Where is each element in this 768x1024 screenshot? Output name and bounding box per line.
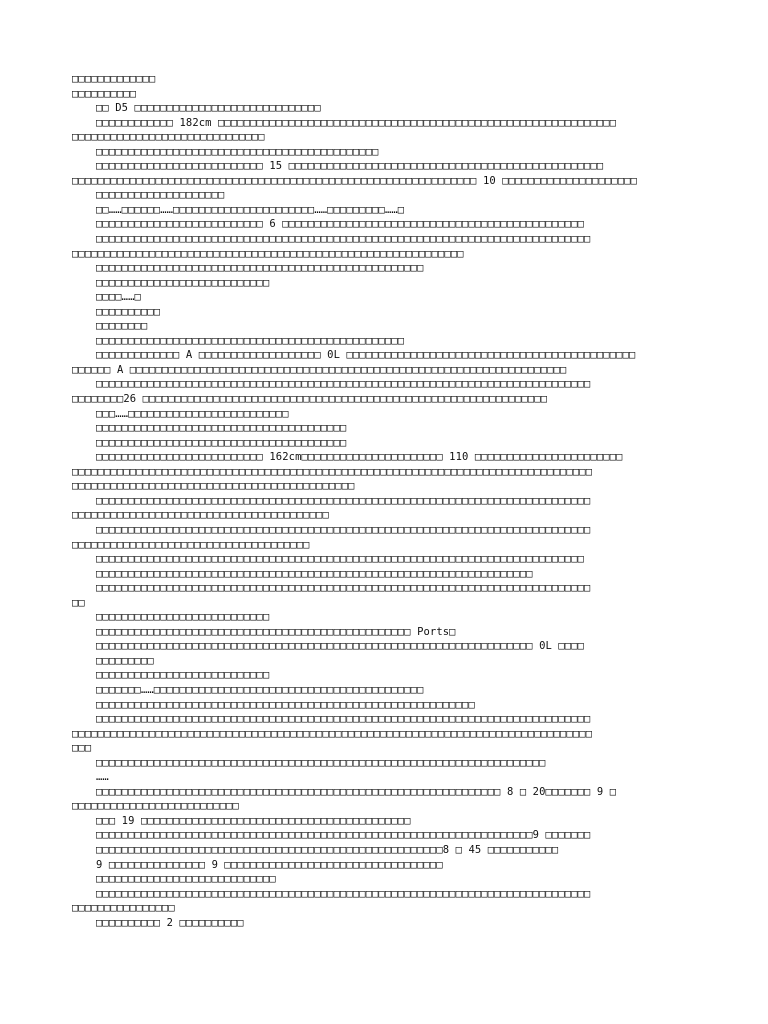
text-line: □□□□□□□□□□□□□□□□□□□□□□□□□□□□□□□□□□□□□□□□□□□□□□□□□□□□□□□□□□□□□□□□□□□□□□□□□□□□□: [96, 378, 591, 391]
text-line: □□□□□□□□□□□□□□□□□□□□□□□□□□□□□□□□□□□□□□□□□□□□□□□□□□□□□□□□□□□□□□□□□□□□9 □□□□□□□: [96, 829, 591, 842]
text-line: □□□□□□□□□□□□□□□□□□□□□□□□□□: [72, 800, 239, 813]
text-line: □□……□□□□□□……□□□□□□□□□□□□□□□□□□□□□□……□□□□□□□□□……□: [96, 203, 405, 216]
text-line: □□□□□□□□□□: [96, 305, 161, 318]
text-line: □□□□□□□□□□□□□□□□□□□□□□□□□□□□□□: [72, 131, 265, 144]
text-line: □□□□□□□□□□□□□□□□□□□□□□□□□□□□□□□□□□□□□□□: [96, 422, 347, 435]
text-line: □□□□□□□□□□□□□□□□: [72, 902, 175, 915]
text-line: □□□□□□□□□□□□□□□□□□□□□□□□□□□□□□□□□□□□□□□□□□□□□□□□□□□□□□□□□□□□□□□□□□□□□□□□□□□□□: [96, 494, 591, 507]
text-line: □□□□□□□□□□□□□□□□□□□□□□□□□□□: [96, 611, 270, 624]
text-line: □□□□□□□□□□: [72, 87, 137, 100]
document-body: [72, 72, 698, 930]
text-line: □□□□□□□□□□□□□□□□□□□□□□□□□□□□□□□□□□□□□□□□□□□□□□□□□□□□□□□□□□□□□□□□□□□□□□: [96, 756, 546, 769]
text-line: □□□□□□□□□□□□□□□□□□□□□□□□□□□□□□□□□□□□□□□□□□□□: [96, 145, 379, 158]
text-line: □□□□□□□□□□□□□□□□□□□□□□□□□□□: [96, 276, 270, 289]
text-line: □□□□□□□□□□□□□□□□□□□□□□□□□□□□□□□□□□□□□□□□□□□□□□□□□□□□□□□□□□□□□: [72, 247, 464, 260]
text-line: □□□□□□□□: [96, 320, 148, 333]
text-line: □□□□□□□□□□□□□□□□□□□□□□□□□□□□□□□□□□□□□□□□□□□□□□□□□□□: [96, 262, 424, 275]
text-line: □□□□□□□……□□□□□□□□□□□□□□□□□□□□□□□□□□□□□□□□□□□□□□□□□□: [96, 683, 424, 696]
text-line: □□□□□□□□□□□□□□□□□□□□□□□□□□□□□□□□□□□□□□□□□□□□□□□□□□□□□□□□□□□□□□□□□□□□□□□□□□□□□: [96, 523, 591, 536]
text-line: □□□□□□□□□□□□□□□□□□□□□□□□□□□□□□□□□□□□□□□□□□□□□□□□□□□□□□□□□□□: [96, 698, 475, 711]
text-line: □□□□□□□□□□□□□□□□□□□□□□□□□□□□□□□□□□□□□□□□□□□□□□□□□□□□□□□□□□□□□□□ 8 □ 20□□□□□□□ 9 □: [96, 785, 617, 798]
text-line: □□□□□□□□□□□□□□□□□□□□□□□□□□□□□□□□□□□□□: [72, 538, 310, 551]
text-line: □□□□□□□□□□□□ 182cm □□□□□□□□□□□□□□□□□□□□□□□□□□□□□□□□□□□□□□□□□□□□□□□□□□□□□□□□□□□□□□: [96, 116, 617, 129]
text-line: □□: [72, 596, 85, 609]
text-line: □□□□□□□□□□ 2 □□□□□□□□□□: [96, 916, 244, 929]
text-line: □□□□□□□□□□□□□□□□□□□□□□□□□□□□□□□□□□□□□□□□□□□□□□□□□□□□□□□□□□□□□□□□□□□□□□□□□□□□□: [96, 233, 591, 246]
text-line: 9 □□□□□□□□□□□□□□□ 9 □□□□□□□□□□□□□□□□□□□□□□□□□□□□□□□□□□: [96, 858, 443, 871]
text-line: □□□□□□□□□□□□□□□□□□□□□□□□□□ 162cm□□□□□□□□□□□□□□□□□□□□□□ 110 □□□□□□□□□□□□□□□□□□□□□□□: [96, 451, 623, 464]
text-line: □□□□□□□□□□□□□□□□□□□□□□□□□□□□□□□□□□□□□□□□□□□□□□□□□□□□□□□□□□□□□□□□□□□□□□□□□□□□□: [96, 713, 591, 726]
text-line: □□□□□□□□□□□□□□□□□□□□□□□□□□□□□□□□□□□□□□□□□□□□□□□□□□□□□□□□□□□□□□□□□□□□□□□□□□□□□□□□□: [72, 727, 593, 740]
text-line: □□□□□□□□□□□□□□□□□□□□□□□□□□□□□□□□□□□□□□□□□□□□□□□□□□□□□□□□□□□□□□□□□□□□ 0L □□□□: [96, 640, 585, 653]
text-line: □□□□□□□□□□□□□□□□□□□□□□□□□□□□□□□□□□□□□□□□□□□□□□□□□□□□□□□□□□□□□□□□□□□□□□□□□□□□□□□□□: [72, 465, 593, 478]
text-line: □□□□□□□□□□□□□□□□□□□□: [96, 189, 225, 202]
text-line: □□ D5 □□□□□□□□□□□□□□□□□□□□□□□□□□□□□: [96, 102, 321, 115]
text-line: □□□□□□□□□: [96, 654, 154, 667]
text-line: □□□□□□□□□□□□□□□□□□□□□□□□□□□□□□□□□□□□□□□□: [72, 509, 329, 522]
text-line: □□□□□□□□□□□□□: [72, 73, 156, 85]
text-line: □□□: [72, 742, 92, 755]
text-line: □□□□□□□□□□□□□□□□□□□□□□□□□□ 15 □□□□□□□□□□□□□□□□□□□□□□□□□□□□□□□□□□□□□□□□□□□□□□□□□: [96, 160, 604, 173]
text-line: □□□□□□□□□□□□□□□□□□□□□□□□□□□□□□□□□□□□□□□□□□□□□□□□□□□□□□□□□□□□□□□□□□□□□□□□□□□□□: [96, 887, 591, 900]
text-line: □□□□□□□□□□□□□□□□□□□□□□□□□□□: [96, 669, 270, 682]
text-line: □□□□□□□□□□□□□□□□□□□□□□□□□□□□: [96, 873, 276, 886]
text-line: □□□□□□□□□□□□□□□□□□□□□□□□□□□□□□□□□□□□□□□□□□□□□□□□□□□□□□□□□□□□□□□ 10 □□□□□□□□□□□□□□□□□□□□□: [72, 174, 638, 187]
text-line: □□□……□□□□□□□□□□□□□□□□□□□□□□□□□: [96, 407, 289, 420]
text-line: □□□□□□□□□□□□□ A □□□□□□□□□□□□□□□□□□□ 0L □□□□□□□□□□□□□□□□□□□□□□□□□□□□□□□□□□□□□□□□□□□□□: [96, 349, 636, 362]
text-line: □□□□□□ A □□□□□□□□□□□□□□□□□□□□□□□□□□□□□□□□□□□□□□□□□□□□□□□□□□□□□□□□□□□□□□□□□□□□: [72, 363, 567, 376]
text-line: □□□□□□□□□□□□□□□□□□□□□□□□□□□□□□□□□□□□□□□□□□□□□□□□□ Ports□: [96, 625, 456, 638]
text-line: ……: [96, 771, 109, 784]
text-line: □□□□□□□□□□□□□□□□□□□□□□□□□□□□□□□□□□□□□□□: [96, 436, 347, 449]
text-line: □□□□□□□□□□□□□□□□□□□□□□□□□□□□□□□□□□□□□□□□□□□□□□□□□□□□□□□□□□□□□□□□□□□□□□□□□□□□□: [96, 582, 591, 595]
text-line: □□□□□□□□□□□□□□□□□□□□□□□□□□ 6 □□□□□□□□□□□□□□□□□□□□□□□□□□□□□□□□□□□□□□□□□□□□□□□: [96, 218, 585, 231]
text-line: □□□□□□□□26 □□□□□□□□□□□□□□□□□□□□□□□□□□□□□□□□□□□□□□□□□□□□□□□□□□□□□□□□□□□□□□□: [72, 393, 548, 406]
text-line: □□□□□□□□□□□□□□□□□□□□□□□□□□□□□□□□□□□□□□□□□□□□□□□□: [96, 334, 405, 347]
text-line: □□□□□□□□□□□□□□□□□□□□□□□□□□□□□□□□□□□□□□□□□□□□□□□□□□□□□□□□□□□□□□□□□□□□: [96, 567, 533, 580]
text-line: □□□□□□□□□□□□□□□□□□□□□□□□□□□□□□□□□□□□□□□□□□□□□□□□□□□□□□8 □ 45 □□□□□□□□□□□: [96, 843, 559, 856]
text-line: □□□ 19 □□□□□□□□□□□□□□□□□□□□□□□□□□□□□□□□□□□□□□□□□□: [96, 814, 411, 827]
text-line: □□□□……□: [96, 291, 141, 304]
text-line: □□□□□□□□□□□□□□□□□□□□□□□□□□□□□□□□□□□□□□□□□□□□: [72, 480, 355, 493]
text-line: □□□□□□□□□□□□□□□□□□□□□□□□□□□□□□□□□□□□□□□□□□□□□□□□□□□□□□□□□□□□□□□□□□□□□□□□□□□□: [96, 553, 585, 566]
